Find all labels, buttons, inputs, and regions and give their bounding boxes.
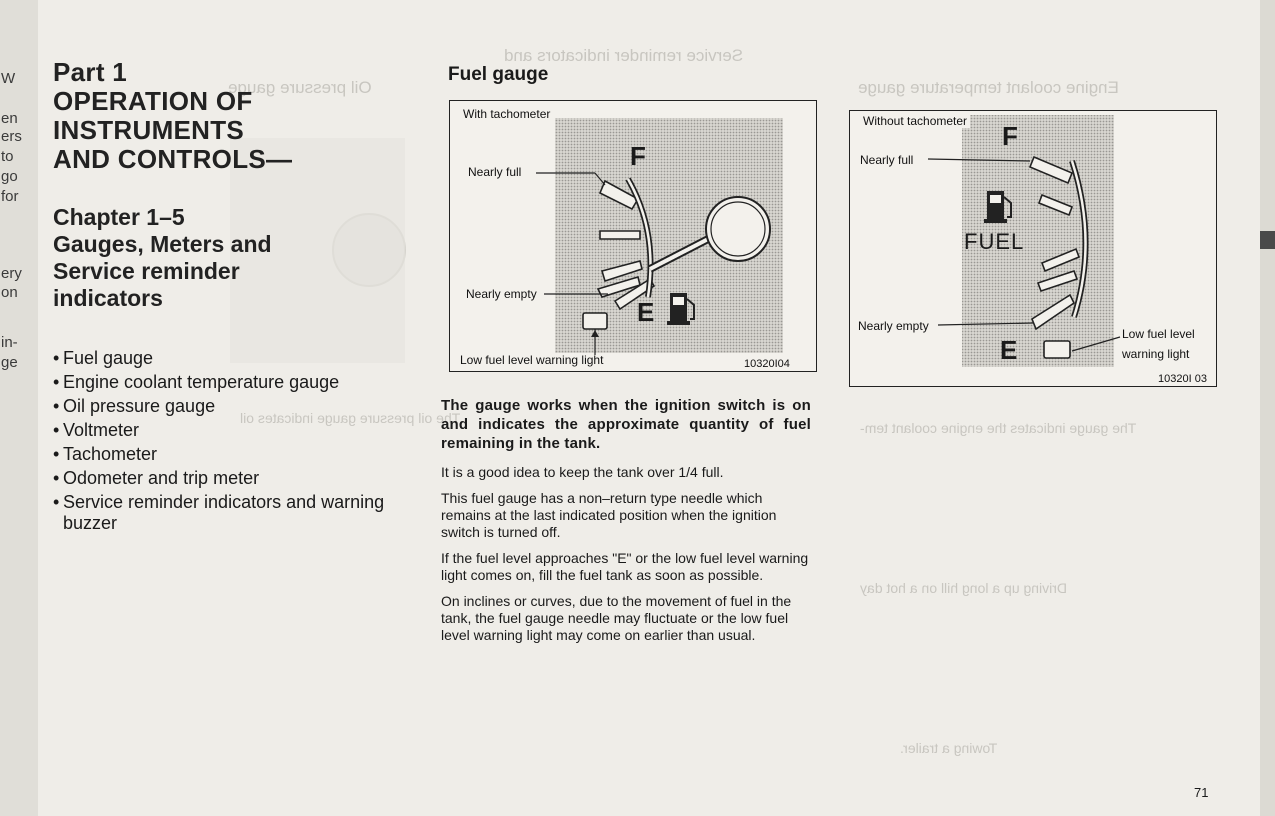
nearly-empty-label: Nearly empty xyxy=(466,287,537,301)
nearly-full-label: Nearly full xyxy=(860,153,914,167)
show-through-text: Driving up a long hill on a hot day xyxy=(860,580,1068,596)
figure-caption: Without tachometer xyxy=(860,114,970,128)
margin-fragment: to xyxy=(1,148,14,165)
nearly-full-label: Nearly full xyxy=(468,165,522,179)
figure-code: 10320I 03 xyxy=(1158,373,1207,385)
paragraph: This fuel gauge has a non–return type needle which remains at the last indicated position when the ignition switch is turned off. xyxy=(441,490,777,540)
chapter-number: Chapter 1–5 xyxy=(53,204,185,230)
margin-fragment: W xyxy=(1,70,16,87)
fuel-label: FUEL xyxy=(964,229,1025,254)
show-through-text: Towing a trailer. xyxy=(900,740,998,756)
show-through-text: Oil pressure gauge xyxy=(228,78,372,97)
margin-fragment: ers xyxy=(1,128,22,145)
show-through-text: Service reminder indicators and xyxy=(504,46,744,65)
show-through-text: The oil pressure gauge indicates oil xyxy=(240,410,461,426)
empty-marker: E xyxy=(637,297,655,327)
figure-without-tachometer xyxy=(849,110,1217,387)
margin-fragment: en xyxy=(1,110,18,127)
warning-light-label: warning light xyxy=(1122,347,1190,361)
previous-page-edge xyxy=(0,0,39,816)
thumb-index-tab xyxy=(1260,231,1275,249)
topic-item: • Odometer and trip meter xyxy=(53,468,393,489)
part-title-line: INSTRUMENTS xyxy=(53,115,245,145)
show-through-text: The gauge indicates the engine coolant tem- xyxy=(860,420,1137,436)
chapter-heading-column xyxy=(53,58,393,537)
paragraph: On inclines or curves, due to the movement of fuel in the tank, the fuel gauge needle may fluctuate or the low fuel level warning light may come on earlier than usual. xyxy=(441,593,792,643)
warning-light-icon xyxy=(1044,341,1070,358)
chapter-title-line: indicators xyxy=(53,285,163,311)
topic-item: • Fuel gauge xyxy=(53,348,393,369)
page-number: 71 xyxy=(1194,785,1209,800)
topic-item: • Oil pressure gauge xyxy=(53,396,393,417)
topic-item: • Engine coolant temperature gauge xyxy=(53,372,393,393)
nearly-empty-label: Nearly empty xyxy=(858,319,929,333)
part-number: Part 1 xyxy=(53,57,128,87)
warning-light-icon xyxy=(583,313,607,329)
margin-fragment: ge xyxy=(1,354,18,371)
lead-paragraph: The gauge works when the ignition switch is on and indicates the approximate quantity of fuel remaining in the tank. xyxy=(441,397,811,452)
part-title-line: OPERATION OF xyxy=(53,86,253,116)
figure-caption: With tachometer xyxy=(460,107,553,121)
chapter-title xyxy=(53,204,393,312)
chapter-title-line: Service reminder xyxy=(53,258,240,284)
empty-marker: E xyxy=(1000,335,1018,365)
page-edge xyxy=(1260,0,1275,816)
paragraph: It is a good idea to keep the tank over 1/4 full. xyxy=(441,464,724,480)
full-marker: F xyxy=(630,141,646,171)
part-title-line: AND CONTROLS— xyxy=(53,144,293,174)
warning-light-label: Low fuel level xyxy=(1122,327,1195,341)
section-title: Fuel gauge xyxy=(448,64,549,85)
margin-fragment: ery xyxy=(1,265,22,282)
topic-item: • Service reminder indicators and warning buzzer xyxy=(53,492,393,534)
paragraph: If the fuel level approaches "E" or the low fuel level warning light comes on, fill the fuel tank as soon as possible. xyxy=(441,550,809,583)
margin-fragment: go xyxy=(1,168,18,185)
margin-fragment: for xyxy=(1,188,19,205)
figure-code: 10320I04 xyxy=(744,358,790,370)
topic-item: • Voltmeter xyxy=(53,420,393,441)
full-marker: F xyxy=(1002,121,1018,151)
margin-fragment: on xyxy=(1,284,18,301)
topic-item: • Tachometer xyxy=(53,444,393,465)
margin-fragment: in- xyxy=(1,334,18,351)
topic-list xyxy=(53,348,393,534)
chapter-title-line: Gauges, Meters and xyxy=(53,231,272,257)
part-title xyxy=(53,58,393,174)
fuel-gauge-section xyxy=(440,64,812,86)
warning-light-label: Low fuel level warning light xyxy=(460,353,604,367)
figure-with-tachometer xyxy=(449,100,817,372)
show-through-text: Engine coolant temperature gauge xyxy=(858,78,1119,97)
body-text xyxy=(441,396,811,653)
